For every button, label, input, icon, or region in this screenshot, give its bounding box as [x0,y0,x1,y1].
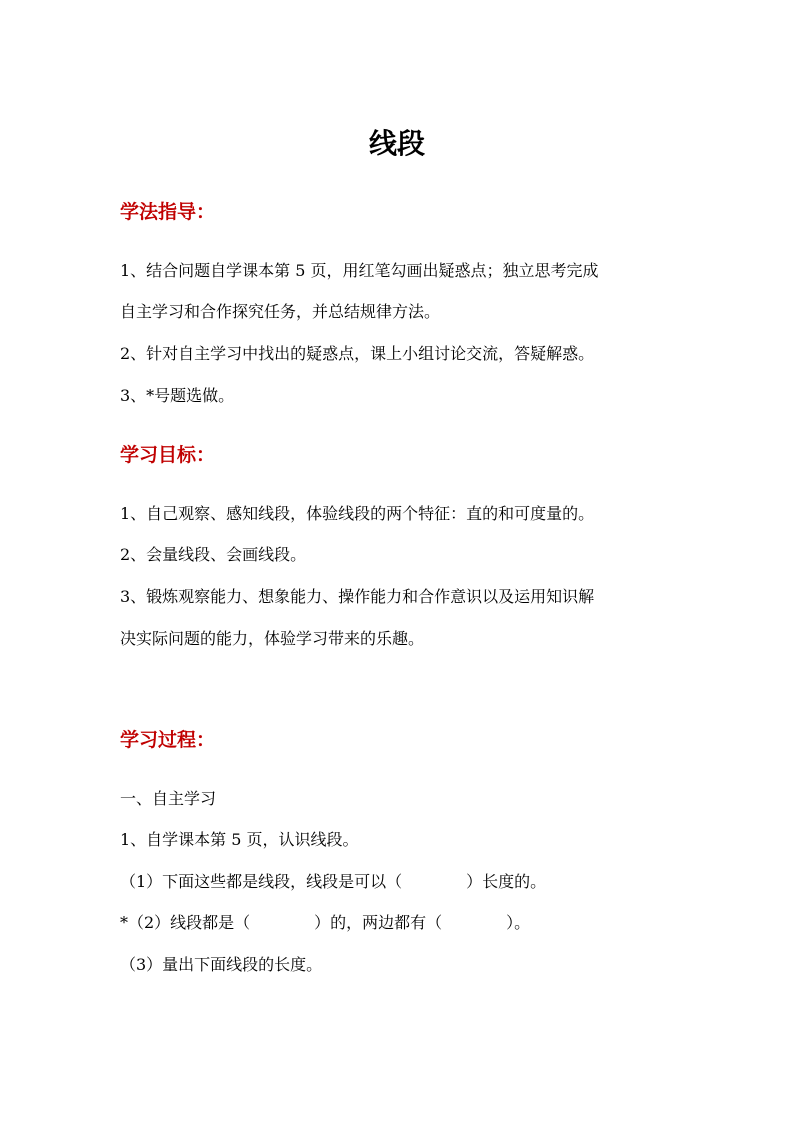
goals-line-3: 3、锻炼观察能力、想象能力、操作能力和合作意识以及运用知识解 [120,587,595,606]
section-heading-goals: 学习目标： [120,444,216,466]
guide-line-2: 自主学习和合作探究任务，并总结规律方法。 [120,302,441,321]
section-heading-guide: 学法指导： [120,201,216,223]
guide-line-4: 3、*号题选做。 [120,386,235,405]
page-title: 线段 [368,127,425,160]
process-line-1: 一、自主学习 [120,789,217,808]
guide-line-3: 2、针对自主学习中找出的疑惑点，课上小组讨论交流，答疑解惑。 [120,344,595,363]
goals-line-1: 1、自己观察、感知线段，体验线段的两个特征：直的和可度量的。 [120,504,595,523]
process-line-2: 1、自学课本第 5 页，认识线段。 [120,830,359,849]
goals-line-4: 决实际问题的能力，体验学习带来的乐趣。 [120,629,425,648]
guide-line-1: 1、结合问题自学课本第 5 页，用红笔勾画出疑惑点；独立思考完成 [120,261,599,280]
process-line-3: （1）下面这些都是线段，线段是可以（ ）长度的。 [120,872,547,891]
process-line-5: （3）量出下面线段的长度。 [120,955,323,974]
process-line-4: *（2）线段都是（ ）的，两边都有（ ）。 [120,913,531,932]
section-heading-process: 学习过程： [120,729,216,751]
goals-line-2: 2、会量线段、会画线段。 [120,545,307,564]
